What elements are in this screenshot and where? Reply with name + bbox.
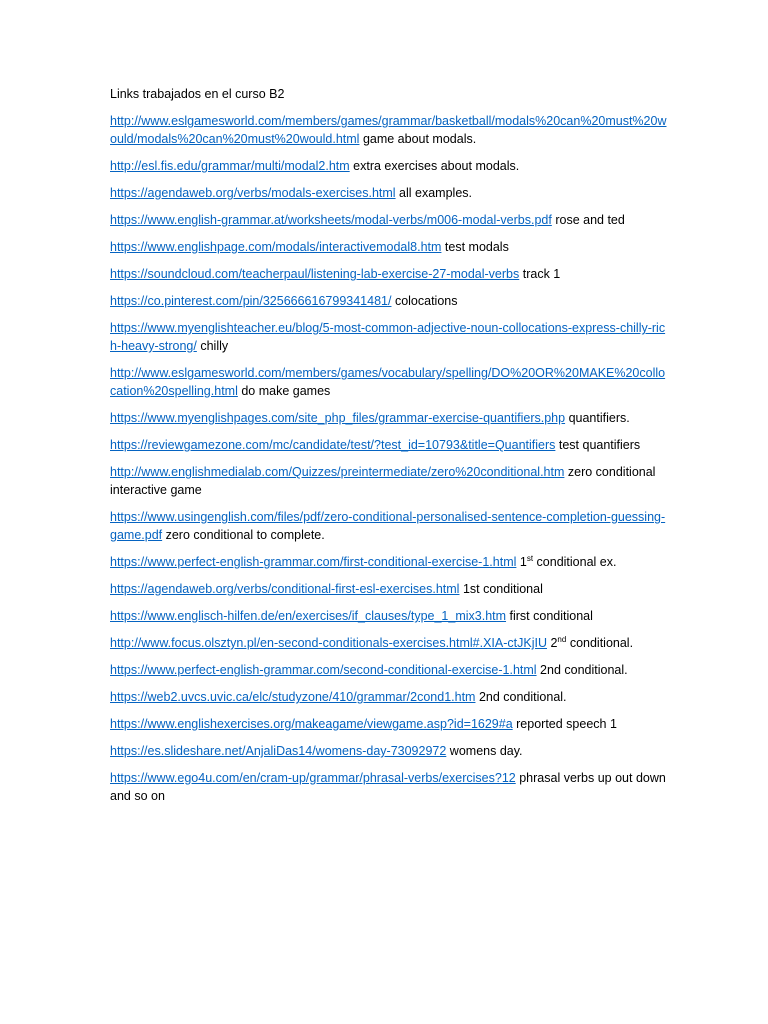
link-url[interactable]: https://reviewgamezone.com/mc/candidate/test/?test_id=10793&title=Quantifiers — [110, 438, 556, 452]
link-url[interactable]: https://soundcloud.com/teacherpaul/listening-lab-exercise-27-modal-verbs — [110, 267, 520, 281]
link-entry — [110, 211, 670, 229]
link-url[interactable]: https://web2.uvcs.uvic.ca/elc/studyzone/410/grammar/2cond1.htm — [110, 690, 476, 704]
description-text: all examples. — [399, 186, 472, 200]
link-url[interactable]: http://www.eslgamesworld.com/members/games/grammar/basketball/modals%20can%20must%20would/modals%20can%20must%20would.html — [110, 114, 667, 146]
link-entry — [110, 553, 670, 571]
link-description — [441, 240, 508, 254]
link-entry — [110, 607, 670, 625]
link-url[interactable]: https://www.perfect-english-grammar.com/second-conditional-exercise-1.html — [110, 663, 537, 677]
description-text: reported speech 1 — [516, 717, 617, 731]
description-text: womens day. — [449, 744, 523, 758]
link-url[interactable]: https://www.perfect-english-grammar.com/first-conditional-exercise-1.html — [110, 555, 517, 569]
link-description — [162, 528, 325, 542]
link-description — [506, 609, 593, 623]
link-entry — [110, 742, 670, 760]
description-text: test quantifiers — [558, 438, 641, 452]
link-description — [475, 690, 566, 704]
link-description — [519, 267, 560, 281]
link-url[interactable]: http://www.englishmedialab.com/Quizzes/preintermediate/zero%20conditional.htm — [110, 465, 565, 479]
link-entry — [110, 688, 670, 706]
link-entry — [110, 409, 670, 427]
link-description — [552, 213, 625, 227]
description-text: phrasal verbs up out down and so on — [110, 771, 666, 803]
link-description — [391, 294, 457, 308]
link-entry — [110, 292, 670, 310]
link-url[interactable]: https://www.englishexercises.org/makeagame/viewgame.asp?id=1629#a — [110, 717, 513, 731]
document-title: Links trabajados en el curso B2 — [110, 87, 285, 101]
link-description — [459, 582, 542, 596]
link-entry — [110, 364, 670, 400]
link-entry — [110, 436, 670, 454]
link-entry — [110, 661, 670, 679]
description-text: zero conditional to complete. — [165, 528, 325, 542]
description-text: zero conditional interactive game — [110, 465, 656, 497]
description-text: rose and ted — [555, 213, 625, 227]
link-description — [516, 555, 616, 569]
link-url[interactable]: http://www.focus.olsztyn.pl/en-second-conditionals-exercises.html#.XIA-ctJKjIU — [110, 636, 547, 650]
link-url[interactable]: https://www.ego4u.com/en/cram-up/grammar/phrasal-verbs/exercises?12 — [110, 771, 516, 785]
link-entry — [110, 715, 670, 733]
link-entry — [110, 184, 670, 202]
link-url[interactable]: https://www.englisch-hilfen.de/en/exercises/if_clauses/type_1_mix3.htm — [110, 609, 507, 623]
link-url[interactable]: https://www.englishpage.com/modals/interactivemodal8.htm — [110, 240, 442, 254]
link-entry — [110, 319, 670, 355]
description-text: chilly — [200, 339, 229, 353]
description-text: quantifiers. — [568, 411, 630, 425]
description-text: do make games — [241, 384, 331, 398]
ordinal-suffix: st — [526, 553, 534, 563]
description-text: 2nd conditional. — [540, 663, 628, 677]
link-description — [238, 384, 330, 398]
link-url[interactable]: https://www.usingenglish.com/files/pdf/zero-conditional-personalised-sentence-completion-guessing-game.pdf — [110, 510, 666, 542]
link-entry — [110, 463, 670, 499]
link-list — [110, 112, 670, 814]
description-text: game about modals. — [362, 132, 477, 146]
description-text: 2nd conditional. — [478, 690, 567, 704]
ordinal-number: 1 — [519, 555, 527, 569]
link-description — [565, 411, 630, 425]
link-url[interactable]: https://co.pinterest.com/pin/325666616799341481/ — [110, 294, 392, 308]
link-url[interactable]: https://www.myenglishpages.com/site_php_files/grammar-exercise-quantifiers.php — [110, 411, 566, 425]
description-text: track 1 — [522, 267, 561, 281]
link-description — [547, 636, 633, 650]
link-url[interactable]: https://agendaweb.org/verbs/conditional-first-esl-exercises.html — [110, 582, 460, 596]
link-description — [359, 132, 476, 146]
link-description — [197, 339, 228, 353]
link-url[interactable]: https://es.slideshare.net/AnjaliDas14/womens-day-73092972 — [110, 744, 447, 758]
link-url[interactable]: http://esl.fis.edu/grammar/multi/modal2.htm — [110, 159, 350, 173]
link-description — [396, 186, 472, 200]
link-url[interactable]: https://www.myenglishteacher.eu/blog/5-most-common-adjective-noun-collocations-express-chilly-rich-heavy-strong/ — [110, 321, 666, 353]
description-text: conditional. — [569, 636, 634, 650]
description-text: colocations — [394, 294, 458, 308]
description-text: conditional ex. — [536, 555, 617, 569]
description-text: 1st conditional — [462, 582, 543, 596]
link-entry — [110, 769, 670, 805]
ordinal-number: 2 — [550, 636, 558, 650]
link-entry — [110, 580, 670, 598]
description-text: test modals — [444, 240, 509, 254]
description-text: first conditional — [509, 609, 593, 623]
link-url[interactable]: http://www.eslgamesworld.com/members/games/vocabulary/spelling/DO%20OR%20MAKE%20collocation%20spelling.html — [110, 366, 666, 398]
link-description — [537, 663, 628, 677]
link-description — [513, 717, 617, 731]
link-description — [446, 744, 522, 758]
link-entry — [110, 238, 670, 256]
description-text: extra exercises about modals. — [353, 159, 520, 173]
link-description — [555, 438, 640, 452]
link-entry — [110, 112, 670, 148]
link-entry — [110, 508, 670, 544]
link-description — [350, 159, 520, 173]
link-entry — [110, 265, 670, 283]
link-url[interactable]: https://www.english-grammar.at/worksheets/modal-verbs/m006-modal-verbs.pdf — [110, 213, 552, 227]
link-entry — [110, 634, 670, 652]
link-url[interactable]: https://agendaweb.org/verbs/modals-exercises.html — [110, 186, 396, 200]
link-entry — [110, 157, 670, 175]
ordinal-suffix: nd — [557, 634, 567, 644]
